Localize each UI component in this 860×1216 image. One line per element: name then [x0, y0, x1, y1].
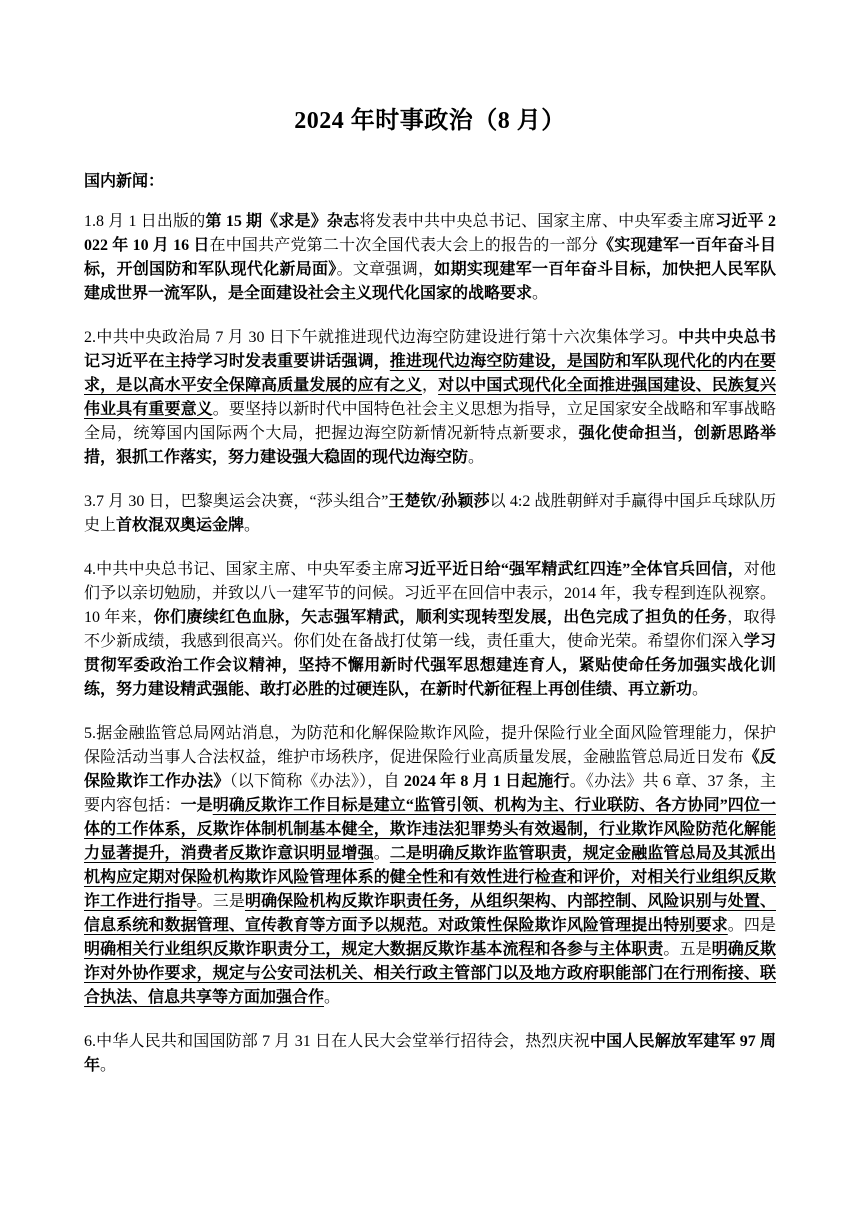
text-run: 。三是 — [196, 893, 245, 910]
paragraph — [84, 558, 776, 702]
text-run: 将发表中共中央总书记、国家主席、中央军委主席 — [359, 213, 716, 230]
text-run: 。 — [692, 681, 709, 698]
text-run: 明确反欺诈工作目标是建立“监管引领、机构为主、行业联防、各方协同”四位一体的工作体系，反欺诈体制机制基本健全，欺诈违法犯罪势头有效遏制，行业欺诈风险防范化解能力显著提升，消费者反欺诈意识明显增强 — [84, 797, 776, 862]
text-run: ， — [421, 377, 439, 394]
text-run: 中国人民解放军建军 97 周年 — [84, 1033, 776, 1074]
text-run: 1.8 月 1 日出版的 — [84, 213, 206, 230]
text-run: 5.据金融监管总局网站消息，为防范和化解保险欺诈风险，提升保险行业全面风险管理能力，保护保险活动当事人合法权益，维护市场秩序，促进保险行业高质量发展，金融监管总局近日发布 — [84, 725, 776, 766]
text-run: 明确反欺诈对外协作要求，规定与公安司法机关、相关行政主管部门以及地方政府职能部门在行刑衔接、联合执法、信息共享等方面加强合作 — [84, 941, 776, 1006]
text-run: 。 — [324, 989, 341, 1006]
paragraphs — [84, 210, 776, 1078]
text-run: 。 — [244, 517, 261, 534]
text-run: 。要坚持以新时代中国特色社会主义思想为指导，立足国家安全战略和军事战略全局，统筹国内国际两个大局，把握边海空防新情况新特点新要求， — [84, 401, 776, 442]
text-run: 明确相关行业组织反欺诈职责分工，规定大数据反欺诈基本流程和各参与主体职责 — [84, 941, 664, 958]
text-run: 6.中华人民共和国国防部 7 月 31 日在人民大会堂举行招待会，热烈庆祝 — [84, 1033, 590, 1050]
text-run: 一是 — [180, 797, 213, 814]
paragraph — [84, 210, 776, 306]
text-run: 2.中共中央政治局 7 月 30 日下午就推进现代边海空防建设进行第十六次集体学习。 — [84, 329, 679, 346]
text-run: 第 15 期《求是》杂志 — [205, 213, 360, 230]
text-run: 习近平近日给“强军精武红四连”全体官兵回信， — [403, 561, 744, 578]
text-run: 中共中央总书记习近平在主持学习时发表重要讲话强调， — [84, 329, 776, 370]
text-run: 强化使命担当，创新思路举措，狠抓工作落实，努力建设强大稳固的现代边海空防 — [84, 425, 776, 466]
paragraph — [84, 1030, 776, 1078]
text-run: 在中国共产党第二十次全国代表大会上的报告的一部分 — [209, 237, 599, 254]
text-run: 以 4:2 战胜朝鲜对手赢得中国乒乓球队历史上 — [84, 493, 776, 534]
text-run: 对他们予以亲切勉励，并致以八一建军节的问候。习近平在回信中表示，2014 年，我专程到连队视察。10 年来， — [84, 561, 777, 626]
text-run: 你们赓续红色血脉，矢志强军精武，顺利实现转型发展，出色完成了担负的任务 — [153, 609, 728, 626]
text-run: 。《办法》共 6 章、37 条，主要内容包括： — [84, 773, 776, 814]
text-run: 3.7 月 30 日，巴黎奥运会决赛，“莎头组合” — [84, 493, 389, 510]
section-heading-domestic-news: 国内新闻： — [84, 173, 165, 190]
text-run: 王楚钦/孙颖莎 — [388, 493, 490, 510]
paragraph — [84, 490, 776, 538]
text-run: 明确保险机构反欺诈职责任务，从组织架构、内部控制、风险识别与处置、信息系统和数据管理、宣传教育等方面予以规范。对政策性保险欺诈风险管理提出特别要求 — [84, 893, 776, 934]
text-run: 对以中国式现代化全面推进强国建设、民族复兴伟业具有重要意义 — [84, 377, 776, 418]
text-run: 。文章强调， — [336, 261, 435, 278]
text-run: （以下简称《办法》），自 — [229, 773, 404, 790]
paragraph — [84, 326, 776, 470]
text-run: 习近平 2022 年 10 月 16 日 — [84, 213, 776, 254]
text-run: 。五是 — [663, 941, 712, 958]
page-title: 2024 年时事政治（8 月） — [294, 108, 566, 134]
text-run: 二是明确反欺诈监管职责，规定金融监管总局及其派出机构应定期对保险机构欺诈风险管理体系的健全性和有效性进行检查和评价，对相关行业组织反欺诈工作进行指导 — [84, 845, 776, 910]
text-run: 推进现代边海空防建设，是国防和军队现代化的内在要求，是以高水平安全保障高质量发展的应有之义 — [84, 353, 776, 394]
text-run: 。 — [373, 845, 390, 862]
text-run: 。四是 — [727, 917, 776, 934]
text-run: 《反保险欺诈工作办法》 — [84, 749, 776, 790]
text-run: 学习贯彻军委政治工作会议精神，坚持不懈用新时代强军思想建连育人，紧贴使命任务加强实战化训练，努力建设精武强能、敢打必胜的过硬连队，在新时代新征程上再创佳绩、再立新功 — [84, 633, 776, 698]
paragraph — [84, 722, 776, 1010]
text-run: 4.中共中央总书记、国家主席、中央军委主席 — [84, 561, 404, 578]
text-run: 《实现建军一百年奋斗目标，开创国防和军队现代化新局面》 — [84, 237, 776, 278]
text-run: 。 — [100, 1057, 117, 1074]
text-run: 首枚混双奥运金牌 — [116, 517, 245, 534]
text-run: 。 — [468, 449, 485, 466]
text-run: 如期实现建军一百年奋斗目标，加快把人民军队建成世界一流军队，是全面建设社会主义现代化国家的战略要求 — [84, 261, 776, 302]
text-run: 。 — [532, 285, 549, 302]
text-run: 2024 年 8 月 1 日起施行 — [403, 773, 570, 790]
text-run: ，取得不少新成绩，我感到很高兴。你们处在备战打仗第一线，责任重大，使命光荣。希望你们深入 — [84, 609, 776, 650]
